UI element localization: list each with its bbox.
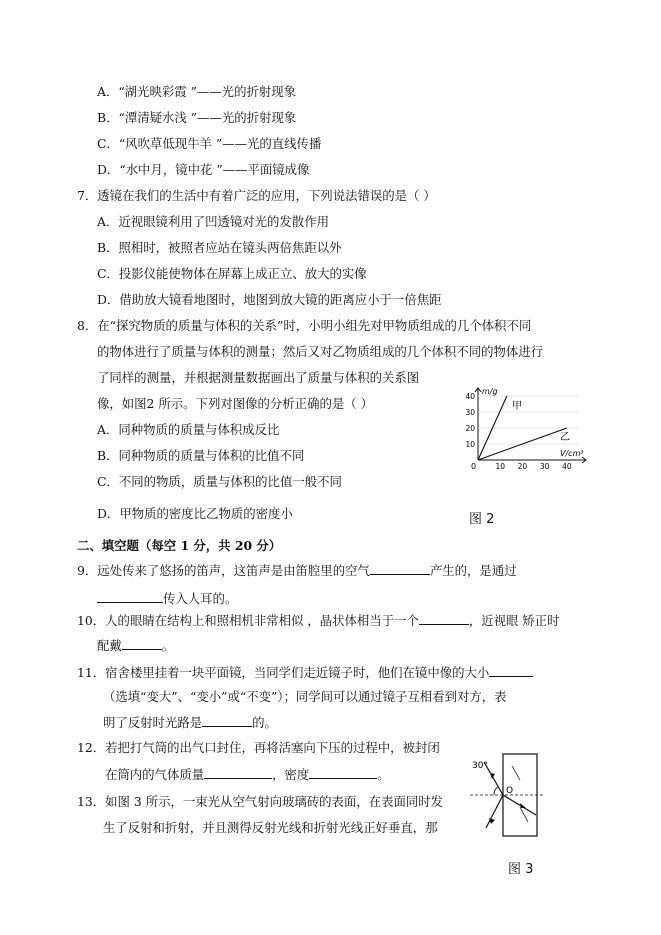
angle-arc [494,787,498,795]
q12-text-1: 在筒内的气体质量 [105,767,205,782]
q8-stem-line1: 8．在“探究物质的质量与体积的关系”时，小明小组先对甲物质组成的几个体积不同 [77,318,532,333]
fig2-xtick-20: 20 [517,462,528,471]
q9-blank-2[interactable] [97,590,163,603]
arrow-incident [490,773,495,779]
fig2-xtick-40: 40 [562,462,572,471]
section-2-heading: 二、填空题（每空 1 分，共 20 分） [77,538,282,553]
q9-text-2: 产生的，是通过 [429,563,517,578]
q9-blank-1[interactable] [370,562,430,575]
q8-option-c: C．不同的物质，质量与体积的比值一般不同 [97,474,342,489]
q10-text-3: 配戴 [97,638,122,653]
q11-text-2: 明了反射时光路是 [103,715,203,730]
q11-text-1: 11．宿舍楼里挂着一块平面镜，当同学们走近镜子时，他们在镜中像的大小 [77,665,490,680]
fig3-point: O [506,786,514,796]
fig2-xlabel: V/cm³ [560,449,584,458]
q11-blank-2[interactable] [202,714,252,727]
q8-option-b: B．同种物质的质量与体积的比值不同 [97,448,305,463]
q9-line1 [77,562,517,579]
q10-text-4: 。 [161,638,175,653]
fig2-ytick-20: 20 [465,424,475,433]
q11-blank-1[interactable] [489,664,533,677]
fig2-label-yi: 乙 [560,432,570,443]
figure-2-chart [462,382,592,472]
q12-line1: 12．若把打气筒的出气口封住，再将活塞向下压的过程中，被封闭 [77,740,440,755]
q13-line2: 生了反射和折射，并且测得反射光线和折射光线正好垂直，那 [103,820,438,835]
fig2-ylabel: m/g [482,387,498,396]
refracted-ray [503,795,536,815]
q7-option-a: A．近视眼镜利用了凹透镜对光的发散作用 [97,214,329,229]
q8-option-a: A．同种物质的质量与体积成反比 [97,422,280,437]
q9-line2 [97,590,237,607]
q10-blank-2[interactable] [122,637,162,650]
q7-stem: 7．透镜在我们的生活中有着广泛的应用，下列说法错误的是（ ） [77,188,436,203]
q10-text-1: 10．人的眼睛在结构上和照相机非常相似 ，晶状体相当于一个 [77,613,419,628]
q11-text-3: 的。 [252,715,277,730]
q8-stem-line3: 了同样的测量，并根据测量数据画出了质量与体积的关系图 [97,370,420,385]
q6-option-b: B．“潭清疑水浅 ”——光的折射现象 [97,110,297,125]
glass-hatch-1 [512,766,520,780]
fig2-xtick-30: 30 [539,462,550,471]
q7-option-b: B．照相时，被照者应站在镜头两倍焦距以外 [97,240,342,255]
q11-line3 [103,714,277,731]
fig2-xtick-10: 10 [495,462,505,471]
fig3-caption: 图 3 [508,862,534,877]
q9-text-3: 传入人耳的。 [163,591,238,606]
fig2-ytick-30: 30 [465,408,475,417]
q7-option-d: D．借助放大镜看地图时，地图到放大镜的距离应小于一倍焦距 [97,292,442,307]
q12-blank-1[interactable] [204,766,272,779]
fig2-origin: 0 [471,462,477,471]
figure-3-diagram [470,752,545,838]
q10-line2 [97,637,174,654]
q8-stem-line2: 的物体进行了质量与体积的测量；然后又对乙物质组成的几个体积不同的物体进行 [97,344,544,359]
q11-line1 [77,664,533,681]
q11-line2: （选填“变大”、“变小”或“不变”）；同学间可以通过镜子互相看到对方，表 [103,689,507,704]
q10-blank-1[interactable] [419,612,469,625]
fig2-ytick-40: 40 [465,392,475,401]
q10-text-2: ，近视眼 矫正时 [468,613,560,628]
q9-text-1: 9．远处传来了悠扬的笛声，这笛声是由笛腔里的空气 [77,563,370,578]
q6-option-d: D．“水中月，镜中花 ”——平面镜成像 [97,162,310,177]
q12-text-3: 。 [377,767,390,782]
q12-line2 [105,766,390,783]
arrow-refracted [520,803,526,808]
q7-option-c: C．投影仪能使物体在屏幕上成正立、放大的实像 [97,266,367,281]
q10-line1 [77,612,560,629]
q6-option-a: A．“湖光映彩霞 ”——光的折射现象 [97,84,297,99]
fig2-caption: 图 2 [469,512,495,527]
q6-option-c: C．“风吹草低现牛羊 ”——光的直线传播 [97,136,322,151]
reflected-ray [486,795,503,828]
q12-blank-2[interactable] [309,766,377,779]
fig2-ytick-10: 10 [465,440,475,449]
q8-option-d: D．甲物质的密度比乙物质的密度小 [97,506,293,521]
fig2-label-jia: 甲 [512,401,522,412]
q13-line1: 13．如图 3 所示，一束光从空气射向玻璃砖的表面，在表面同时发 [77,794,444,809]
q12-text-2: ，密度 [272,767,310,782]
fig3-angle: 30° [472,761,488,771]
q8-stem-line4: 像，如图2 所示。下列对图像的分析正确的是（ ） [97,396,373,411]
